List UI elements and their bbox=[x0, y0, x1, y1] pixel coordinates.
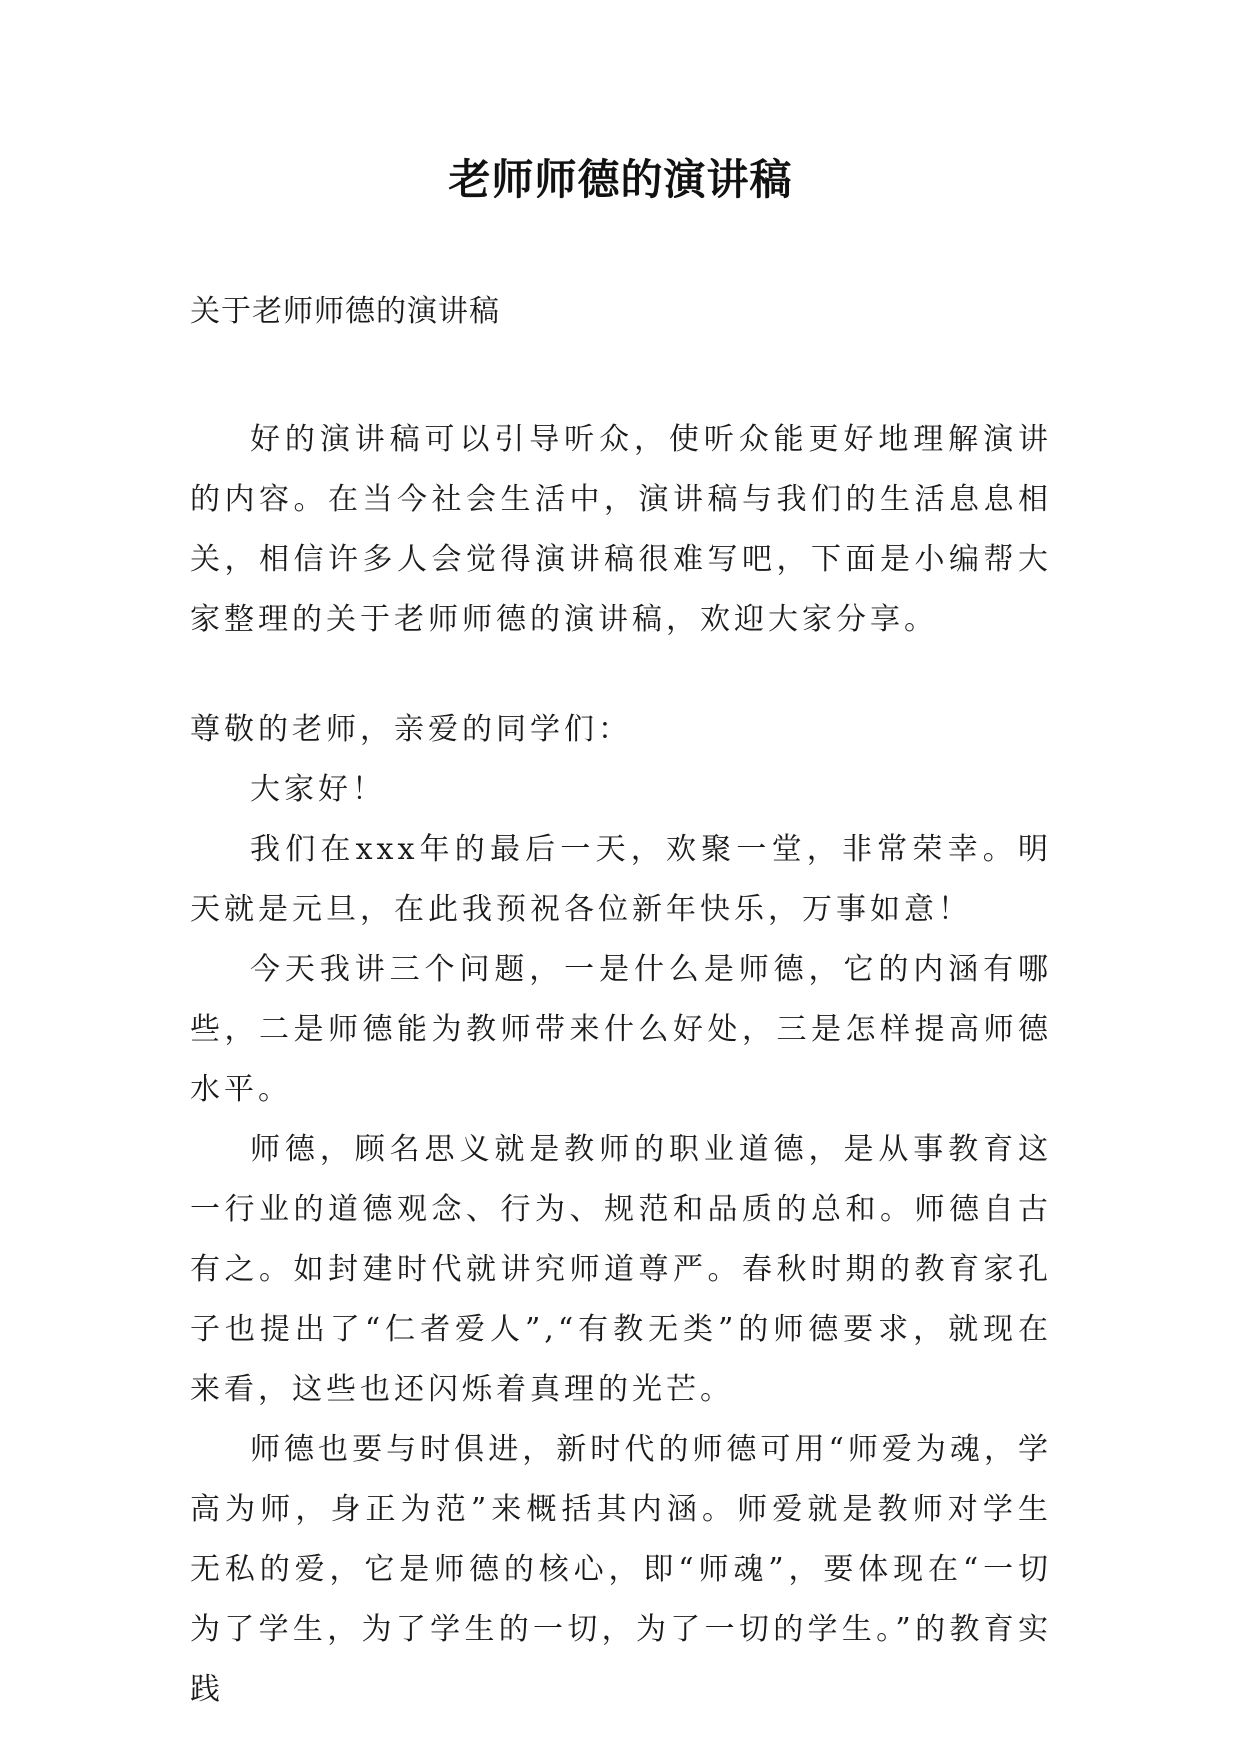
speech-paragraph-3: 师德，顾名思义就是教师的职业道德，是从事教育这一行业的道德观念、行为、规范和品质的总和。师德自古有之。如封建时代就讲究师道尊严。春秋时期的教育家孔子也提出了“仁者爱人”,“有教无类”的师德要求，就现在来看，这些也还闪烁着真理的光芒。 bbox=[190, 1132, 1052, 1407]
greeting: 大家好！ bbox=[250, 772, 386, 807]
document-subtitle: 关于老师师德的演讲稿 bbox=[190, 294, 500, 329]
speech-paragraph-4: 师德也要与时俱进，新时代的师德可用“师爱为魂，学高为师，身正为范”来概括其内涵。师爱就是教师对学生无私的爱，它是师德的核心，即“师魂”，要体现在“一切为了学生，为了学生的一切，为了一切的学生。”的教育实践 bbox=[190, 1432, 1052, 1707]
intro-paragraph: 好的演讲稿可以引导听众，使听众能更好地理解演讲的内容。在当今社会生活中，演讲稿与我们的生活息息相关，相信许多人会觉得演讲稿很难写吧，下面是小编帮大家整理的关于老师师德的演讲稿，欢迎大家分享。 bbox=[190, 422, 1052, 637]
intro-section bbox=[190, 410, 1052, 650]
speech-paragraph-2: 今天我讲三个问题，一是什么是师德，它的内涵有哪些，二是师德能为教师带来什么好处，三是怎样提高师德水平。 bbox=[190, 952, 1052, 1107]
salutation: 尊敬的老师，亲爱的同学们： bbox=[190, 712, 632, 747]
speech-section bbox=[190, 700, 1052, 1720]
speech-paragraph-1: 我们在xxx年的最后一天，欢聚一堂，非常荣幸。明天就是元旦，在此我预祝各位新年快乐，万事如意！ bbox=[190, 832, 1052, 927]
document-title: 老师师德的演讲稿 bbox=[448, 155, 793, 204]
